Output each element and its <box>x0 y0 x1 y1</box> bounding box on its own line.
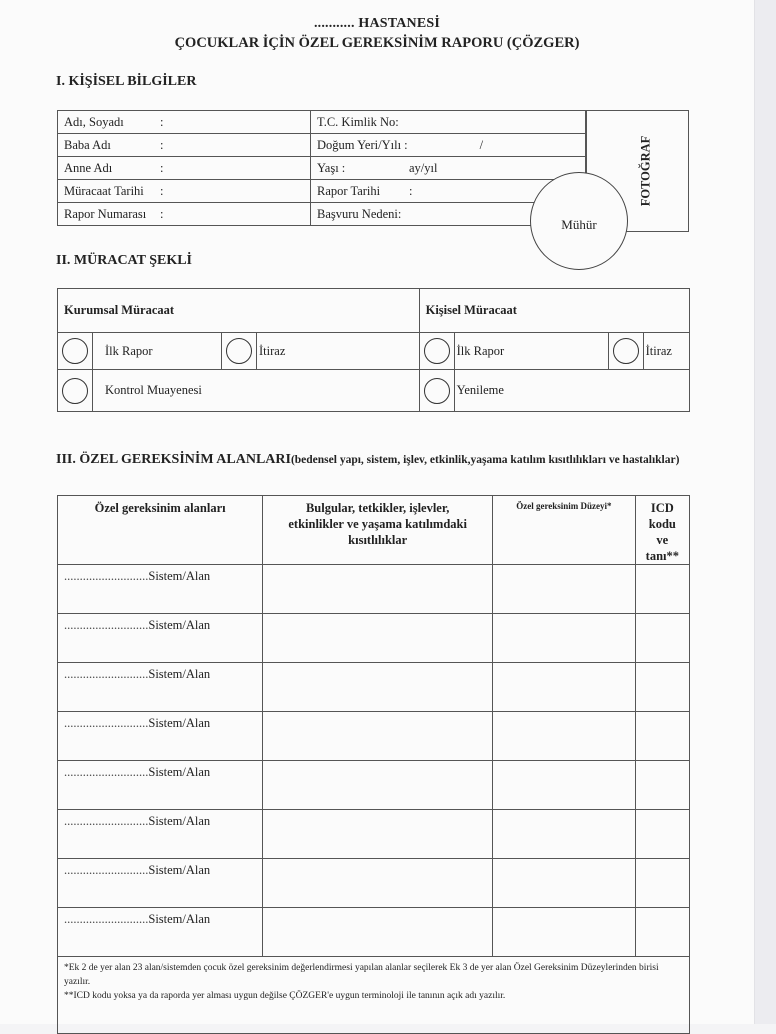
application-type-table <box>57 288 690 412</box>
area-cell[interactable] <box>58 565 263 614</box>
radio-inst-control[interactable] <box>58 370 93 412</box>
photo-label: FOTOĞRAF <box>638 135 653 207</box>
info-row <box>58 157 587 180</box>
inst-first-report-label: İlk Rapor <box>93 333 222 370</box>
info-label-left: Adı, Soyadı <box>64 114 124 129</box>
seal-label: Mühür <box>561 217 597 232</box>
findings-cell[interactable] <box>263 712 493 761</box>
info-row <box>58 111 587 134</box>
pers-renewal-label: Yenileme <box>454 370 689 412</box>
icd-cell[interactable] <box>635 663 689 712</box>
area-cell[interactable] <box>58 614 263 663</box>
needs-row <box>58 908 690 957</box>
level-cell[interactable] <box>493 712 636 761</box>
area-label: Sistem/Alan <box>148 716 211 730</box>
area-label: Sistem/Alan <box>148 912 211 926</box>
special-needs-table <box>57 495 690 1034</box>
col-header-level: Özel gereksinim Düzeyi* <box>493 496 636 565</box>
pers-objection-label: İtiraz <box>643 333 689 370</box>
level-cell[interactable] <box>493 908 636 957</box>
needs-row <box>58 761 690 810</box>
area-cell[interactable] <box>58 859 263 908</box>
level-cell[interactable] <box>493 810 636 859</box>
info-row <box>58 180 587 203</box>
area-dots: ........................... <box>64 667 149 681</box>
personal-info-table <box>57 110 587 226</box>
col-header-findings: Bulgular, tetkikler, işlevler, etkinlikler ve yaşama katılımdaki kısıtlılıklar <box>263 496 493 565</box>
info-sep-left: : <box>160 114 164 129</box>
section3-heading <box>56 452 679 468</box>
page-edge <box>754 0 776 1024</box>
section3-title: III. ÖZEL GEREKSİNİM ALANLARI <box>56 452 291 467</box>
icd-cell[interactable] <box>635 859 689 908</box>
icd-cell[interactable] <box>635 712 689 761</box>
info-extra-right: / <box>479 137 484 152</box>
seal-circle <box>530 172 628 270</box>
icd-cell[interactable] <box>635 565 689 614</box>
info-label-right: Rapor Tarihi <box>317 183 381 198</box>
pers-first-report-label: İlk Rapor <box>454 333 608 370</box>
level-cell[interactable] <box>493 614 636 663</box>
footnote-1: *Ek 2 de yer alan 23 alan/sistemden çocuk özel gereksinim değerlendirmesi yapılan alanlar seçilerek Ek 3 de yer alan Özel Gereksinim Düzeylerinden birisi yazılır. <box>64 963 659 987</box>
area-label: Sistem/Alan <box>148 814 211 828</box>
area-label: Sistem/Alan <box>148 863 211 877</box>
section3-subtitle: (bedensel yapı, sistem, işlev, etkinlik,yaşama katılım kısıtlılıkları ve hastalıklar) <box>290 454 680 466</box>
footnote-2: **ICD kodu yoksa ya da raporda yer alması uygun değilse ÇÖZGER'e uygun terminoloji ile tanının açık adı yazılır. <box>64 991 506 1001</box>
area-cell[interactable] <box>58 712 263 761</box>
info-label-right: T.C. Kimlik No: <box>317 114 399 129</box>
radio-pers-objection[interactable] <box>608 333 643 370</box>
area-cell[interactable] <box>58 663 263 712</box>
area-dots: ........................... <box>64 814 149 828</box>
info-sep-left: : <box>160 160 164 175</box>
info-row <box>58 134 587 157</box>
area-cell[interactable] <box>58 908 263 957</box>
info-label-right: Yaşı : <box>317 160 346 175</box>
area-cell[interactable] <box>58 810 263 859</box>
area-dots: ........................... <box>64 716 149 730</box>
personal-header: Kişisel Müracaat <box>419 289 689 333</box>
area-cell[interactable] <box>58 761 263 810</box>
info-field-right[interactable] <box>311 157 587 180</box>
info-row <box>58 203 587 226</box>
info-field-left[interactable] <box>58 134 311 157</box>
area-label: Sistem/Alan <box>148 618 211 632</box>
findings-cell[interactable] <box>263 810 493 859</box>
icd-cell[interactable] <box>635 614 689 663</box>
area-dots: ........................... <box>64 863 149 877</box>
needs-row <box>58 565 690 614</box>
info-label-right: Başvuru Nedeni: <box>317 206 402 221</box>
info-sep-left: : <box>160 137 164 152</box>
info-label-right: Doğum Yeri/Yılı : <box>317 137 408 152</box>
info-label-left: Baba Adı <box>64 137 111 152</box>
info-label-left: Müracaat Tarihi <box>64 183 144 198</box>
section2-title: II. MÜRACAT ŞEKLİ <box>56 253 193 268</box>
level-cell[interactable] <box>493 761 636 810</box>
info-label-left: Rapor Numarası <box>64 206 147 221</box>
section1-title: I. KİŞİSEL BİLGİLER <box>56 74 197 89</box>
needs-row <box>58 810 690 859</box>
info-field-left[interactable] <box>58 157 311 180</box>
hospital-name: ........... HASTANESİ <box>313 16 441 31</box>
radio-inst-objection[interactable] <box>222 333 257 370</box>
icd-cell[interactable] <box>635 908 689 957</box>
needs-row <box>58 663 690 712</box>
radio-pers-renewal[interactable] <box>419 370 454 412</box>
findings-cell[interactable] <box>263 859 493 908</box>
needs-row <box>58 614 690 663</box>
icd-cell[interactable] <box>635 810 689 859</box>
findings-cell[interactable] <box>263 663 493 712</box>
needs-row <box>58 712 690 761</box>
findings-cell[interactable] <box>263 908 493 957</box>
findings-cell[interactable] <box>263 614 493 663</box>
level-cell[interactable] <box>493 565 636 614</box>
radio-pers-first-report[interactable] <box>419 333 454 370</box>
inst-control-label: Kontrol Muayenesi <box>93 370 420 412</box>
report-title: ÇOCUKLAR İÇİN ÖZEL GEREKSİNİM RAPORU (ÇÖZGER) <box>174 35 580 51</box>
info-label-left: Anne Adı <box>64 160 113 175</box>
info-sep-left: : <box>160 183 164 198</box>
info-field-right[interactable] <box>311 111 587 134</box>
area-label: Sistem/Alan <box>148 765 211 779</box>
info-sep-left: : <box>160 206 164 221</box>
area-label: Sistem/Alan <box>148 569 211 583</box>
info-field-left[interactable] <box>58 180 311 203</box>
area-dots: ........................... <box>64 912 149 926</box>
col-header-areas: Özel gereksinim alanları <box>58 496 263 565</box>
info-extra-right: : <box>409 183 413 198</box>
institutional-header: Kurumsal Müracaat <box>58 289 420 333</box>
icd-cell[interactable] <box>635 761 689 810</box>
info-field-right[interactable] <box>311 134 587 157</box>
info-field-left[interactable] <box>58 203 311 226</box>
info-field-left[interactable] <box>58 111 311 134</box>
radio-inst-first-report[interactable] <box>58 333 93 370</box>
area-dots: ........................... <box>64 569 149 583</box>
footnotes <box>58 957 690 1034</box>
area-dots: ........................... <box>64 618 149 632</box>
col-header-icd: ICD kodu ve tanı** <box>635 496 689 565</box>
area-label: Sistem/Alan <box>148 667 211 681</box>
findings-cell[interactable] <box>263 565 493 614</box>
inst-objection-label: İtiraz <box>257 333 420 370</box>
needs-row <box>58 859 690 908</box>
level-cell[interactable] <box>493 663 636 712</box>
info-extra-right: ay/yıl <box>409 160 438 175</box>
area-dots: ........................... <box>64 765 149 779</box>
level-cell[interactable] <box>493 859 636 908</box>
findings-cell[interactable] <box>263 761 493 810</box>
